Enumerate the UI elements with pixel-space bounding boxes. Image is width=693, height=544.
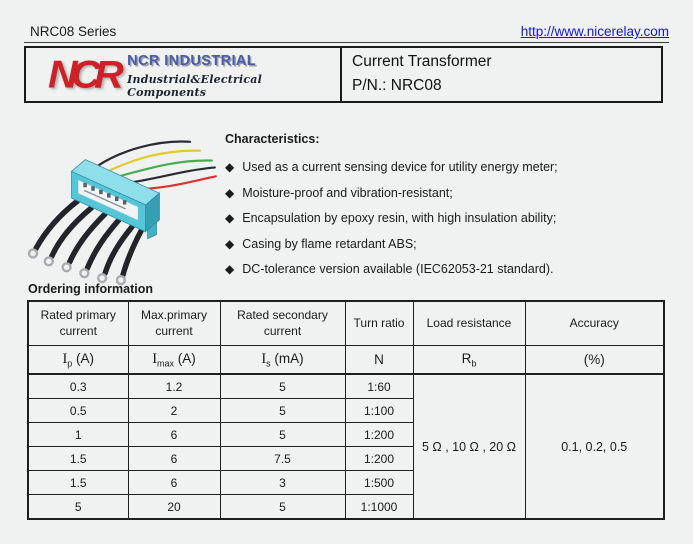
ordering-table <box>27 300 665 520</box>
table-cell: 1:200 <box>345 447 413 471</box>
table-cell: 1.5 <box>28 447 128 471</box>
unit-header: $I_{max}$ (A) <box>128 346 220 375</box>
table-cell: 1.5 <box>28 471 128 495</box>
characteristic-text: Encapsulation by epoxy resin, with high insulation ability; <box>242 211 557 225</box>
table-cell: 5 <box>220 374 345 399</box>
characteristic-item <box>225 160 675 174</box>
table-cell: 2 <box>128 399 220 423</box>
product-title: Current Transformer <box>352 53 492 70</box>
series-label: NRC08 Series <box>30 24 117 39</box>
diamond-bullet-icon: ◆ <box>225 211 235 225</box>
table-cell: 6 <box>128 471 220 495</box>
part-number: P/N.: NRC08 <box>352 77 442 94</box>
characteristic-text: Moisture-proof and vibration-resistant; <box>242 185 453 200</box>
logo-text <box>127 53 340 99</box>
company-name: NCR INDUSTRIAL <box>127 52 256 69</box>
company-logo <box>26 48 340 101</box>
website-link[interactable]: http://www.nicerelay.com <box>520 24 669 39</box>
characteristics-heading: Characteristics: <box>225 132 320 146</box>
table-cell: 1:200 <box>345 423 413 447</box>
product-photo <box>12 124 217 290</box>
table-cell: 3 <box>220 471 345 495</box>
table-cell: 1:60 <box>345 374 413 399</box>
column-header: Accuracy <box>525 301 664 346</box>
characteristic-item <box>225 237 675 251</box>
characteristic-item <box>225 262 675 276</box>
ncr-monogram-logo: NCR <box>48 52 118 96</box>
table-cell: 20 <box>128 495 220 520</box>
table-row <box>28 374 664 399</box>
table-cell: 1:1000 <box>345 495 413 520</box>
column-header-row <box>28 301 664 346</box>
table-cell: 5 <box>220 399 345 423</box>
unit-header: $I_p$ (A) <box>28 346 128 375</box>
characteristics-list <box>225 160 675 276</box>
characteristic-item <box>225 186 675 200</box>
table-cell: 6 <box>128 447 220 471</box>
diamond-bullet-icon: ◆ <box>225 262 235 276</box>
column-header: Rated primary current <box>28 301 128 346</box>
table-cell: 1:500 <box>345 471 413 495</box>
characteristic-text: Used as a current sensing device for utility energy meter; <box>242 160 558 174</box>
table-cell: 5 <box>28 495 128 520</box>
unit-header: $I_s$ (mA) <box>220 346 345 375</box>
accuracy-cell: 0.1, 0.2, 0.5 <box>525 374 664 519</box>
diamond-bullet-icon: ◆ <box>225 185 235 200</box>
characteristic-text: DC-tolerance version available (IEC62053-21 standard). <box>242 262 554 276</box>
unit-header: N <box>345 346 413 375</box>
table-cell: 7.5 <box>220 447 345 471</box>
unit-header: $R_b$ <box>413 346 525 375</box>
unit-header-row <box>28 346 664 375</box>
table-cell: 1.2 <box>128 374 220 399</box>
unit-header: (%) <box>525 346 664 375</box>
table-cell: 5 <box>220 495 345 520</box>
header-box <box>24 46 663 103</box>
load-resistance-cell: 5 Ω , 10 Ω , 20 Ω <box>413 374 525 519</box>
characteristics-section <box>225 132 675 288</box>
table-cell: 6 <box>128 423 220 447</box>
company-tagline: Industrial&Electrical Components <box>127 72 262 99</box>
column-header: Load resistance <box>413 301 525 346</box>
characteristic-item <box>225 211 675 225</box>
diamond-bullet-icon: ◆ <box>225 236 235 251</box>
column-header: Turn ratio <box>345 301 413 346</box>
characteristic-text: Casing by flame retardant ABS; <box>242 236 417 251</box>
table-cell: 1 <box>28 423 128 447</box>
table-cell: 0.5 <box>28 399 128 423</box>
column-header: Rated secondary current <box>220 301 345 346</box>
table-cell: 5 <box>220 423 345 447</box>
table-cell: 1:100 <box>345 399 413 423</box>
table-cell: 0.3 <box>28 374 128 399</box>
top-bar <box>24 24 669 43</box>
diamond-bullet-icon: ◆ <box>225 160 235 174</box>
title-cell <box>340 48 661 101</box>
ordering-heading: Ordering information <box>28 282 153 296</box>
column-header: Max.primary current <box>128 301 220 346</box>
